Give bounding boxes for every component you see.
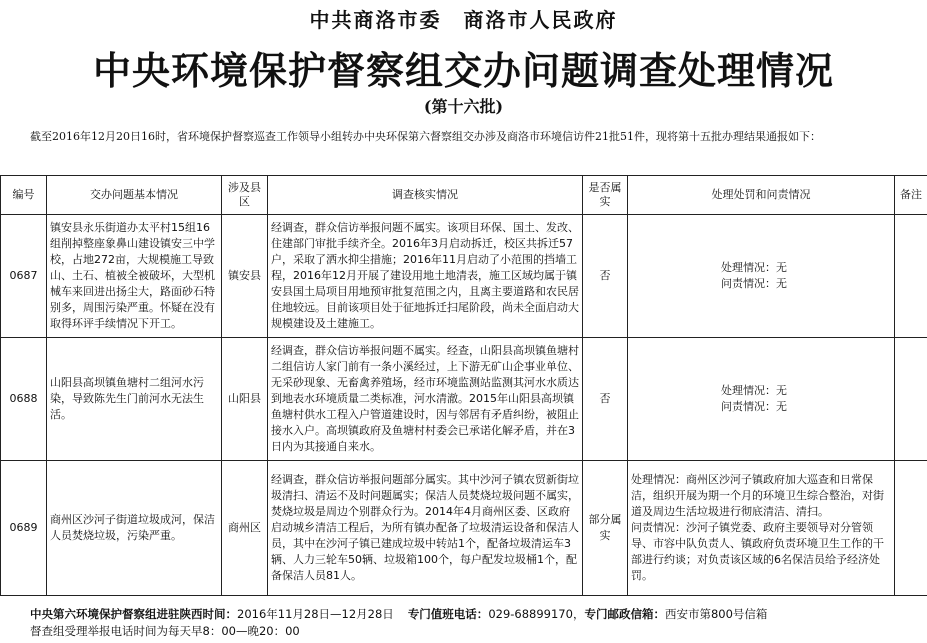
case-basic: 商州区沙河子街道垃圾成河，保洁人员焚烧垃圾，污染严重。 [47,461,222,596]
handling-text: 处理情况：无 [721,261,787,274]
case-investigation: 经调查，群众信访举报问题部分属实。其中沙河子镇农贸新街垃圾清扫、清运不及时问题属实；保洁人员焚烧垃圾问题不属实，焚烧垃圾是周边个别群众行为。2014年4月商州区委、区政府启动城乡清洁工程后，为所有镇办配备了垃圾清运设备和保洁人员，其中在沙河子镇已建成垃圾中转站1个，配备垃圾清运车3辆、人力三轮车50辆、垃圾箱100个，每户配发垃圾桶1个，配备保洁人员81人。 [268,461,583,596]
station-label: 中央第六环境保护督察组进驻陕西时间： [30,607,237,621]
station-period: 2016年11月28日—12月28日 [237,607,394,621]
col-header-county: 涉及县区 [222,176,268,215]
case-handling [628,338,895,461]
col-header-handling: 处理处罚和问责情况 [628,176,895,215]
table-header-row [1,176,927,215]
table-row [1,338,927,461]
footer [30,606,920,640]
case-number: 0688 [1,338,47,461]
case-handling [628,461,895,596]
case-county: 商州区 [222,461,268,596]
phone-label: 专门值班电话： [407,607,489,621]
case-number: 0689 [1,461,47,596]
accountability-text: 问责情况：沙河子镇党委、政府主要领导对分管领导、市容中队负责人、镇政府负责环境卫生工作的干部进行约谈；对负责该区域的6名保洁员给予经济处罚。 [631,521,884,582]
table-row [1,215,927,338]
col-header-remark: 备注 [895,176,927,215]
case-verified: 部分属实 [583,461,628,596]
col-header-verified: 是否属实 [583,176,628,215]
col-header-basic: 交办问题基本情况 [47,176,222,215]
case-investigation: 经调查，群众信访举报问题不属实。经查，山阳县高坝镇鱼塘村二组信访人家门前有一条小溪经过，上下游无矿山企事业单位、无采砂现象、无畜禽养殖场，经市环境监测站监测其河水水质达到地表水环境质量二类标准，河水清澈。2015年山阳县高坝镇鱼塘村供水工程入户管道建设时，因与邻居有矛盾纠纷，被阻止接水入户。高坝镇政府及鱼塘村村委会已承诺化解矛盾，并在3日内为其接通自来水。 [268,338,583,461]
case-verified: 否 [583,338,628,461]
accountability-text: 问责情况：无 [721,277,787,290]
case-verified: 否 [583,215,628,338]
col-header-number: 编号 [1,176,47,215]
table-row [1,461,927,596]
handling-text: 处理情况：无 [721,384,787,397]
footer-hours: 督查组受理举报电话时间为每天早8：00—晚20：00 [30,624,300,638]
mailbox-address: 西安市第800号信箱 [664,607,768,621]
case-basic: 镇安县永乐街道办太平村15组16组削掉整座象鼻山建设镇安三中学校，占地272亩，大规模施工导致山、土石、植被全被破坏，大型机械车来回进出扬尘大，路面砂石特别多，周围污染严重。怀疑在没有取得环评手续情况下开工。 [47,215,222,338]
batch-number: (第十六批) [423,97,504,116]
handling-text: 处理情况：商州区沙河子镇政府加大巡查和日常保洁，组织开展为期一个月的环境卫生综合整治，对街道及周边生活垃圾进行彻底清洁、清扫。 [631,473,884,518]
cases-table [0,175,927,596]
case-remark [895,338,927,461]
case-investigation: 经调查，群众信访举报问题不属实。该项目环保、国土、发改、住建部门审批手续齐全。2016年3月启动拆迁，校区共拆迁57户，采取了洒水抑尘措施；2016年11月启动了小范围的挡墙工程，2016年12月开展了建设用地土地清表，施工区域均属于镇安县国土局项目用地预审批复范围之内，且离主要道路和农民居住地较远。目前该项目处于征地拆迁扫尾阶段，尚未全面启动大规模建设及土建施工。 [268,215,583,338]
case-county: 山阳县 [222,338,268,461]
accountability-text: 问责情况：无 [721,400,787,413]
phone-number: 029-68899170， [488,607,585,621]
footer-line-1 [30,606,920,623]
case-number: 0687 [1,215,47,338]
issuer-line: 中共商洛市委 商洛市人民政府 [309,8,618,32]
case-remark [895,461,927,596]
mailbox-label: 专门邮政信箱： [584,607,665,621]
intro-paragraph: 截至2016年12月20日16时，省环境保护督察巡查工作领导小组转办中央环保第六督察组交办涉及商洛市环境信访件21批51件，现将第十五批办理结果通报如下： [30,130,821,143]
case-remark [895,215,927,338]
col-header-investigation: 调查核实情况 [268,176,583,215]
case-county: 镇安县 [222,215,268,338]
page-title: 中央环境保护督察组交办问题调查处理情况 [92,49,834,93]
case-basic: 山阳县高坝镇鱼塘村二组河水污染，导致陈先生门前河水无法生活。 [47,338,222,461]
case-handling [628,215,895,338]
